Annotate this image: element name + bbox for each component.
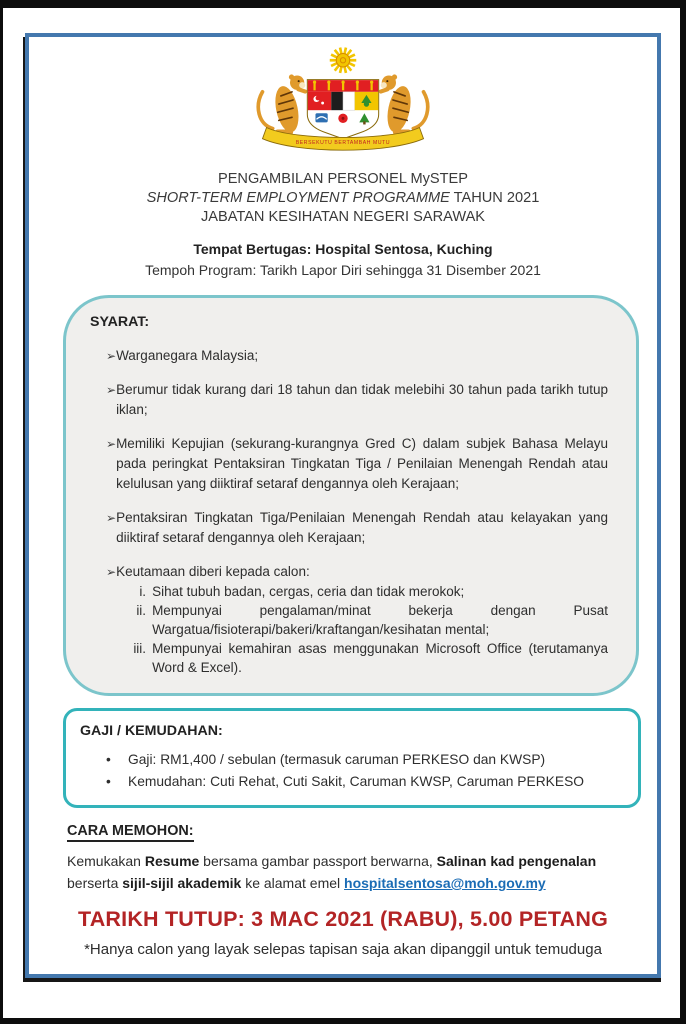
ic-copy-bold: Salinan kad pengenalan bbox=[436, 853, 597, 869]
shield-icon bbox=[307, 80, 378, 139]
roman-numeral: iii. bbox=[133, 641, 147, 656]
duty-station-line: Tempat Bertugas: Hospital Sentosa, Kuching bbox=[193, 241, 493, 257]
how-to-apply-paragraph: Kemukakan Resume bersama gambar passport berwarna, Salinan kad pengenalan berserta sijil-sijil akademik ke alamat emel hospitalsentosa@moh.gov.my bbox=[67, 853, 597, 891]
tiger-right-icon bbox=[378, 74, 427, 135]
arrow-bullet-icon: ➢ bbox=[106, 349, 117, 363]
salary-heading: GAJI / KEMUDAHAN: bbox=[80, 723, 223, 739]
requirements-list bbox=[90, 346, 608, 677]
document-page bbox=[3, 8, 680, 1018]
how-to-apply-heading: CARA MEMOHON: bbox=[67, 823, 194, 842]
header-title-block bbox=[29, 170, 657, 227]
benefits-item: • Kemudahan: Cuti Rehat, Cuti Sakit, Caruman KWSP, Caruman PERKESO bbox=[80, 771, 622, 793]
closing-date-banner: TARIKH TUTUP: 3 MAC 2021 (RABU), 5.00 PETANG bbox=[77, 907, 609, 931]
dot-bullet-icon: • bbox=[106, 752, 111, 767]
requirements-box bbox=[63, 295, 639, 696]
motto-text: BERSEKUTU BERTAMBAH MUTU bbox=[295, 139, 391, 146]
tiger-left-icon bbox=[258, 74, 307, 135]
arrow-bullet-icon: ➢ bbox=[106, 437, 117, 451]
title-line-3: JABATAN KESIHATAN NEGERI SARAWAK bbox=[200, 209, 486, 225]
arrow-bullet-icon: ➢ bbox=[106, 511, 117, 525]
application-email-link[interactable]: hospitalsentosa@moh.gov.my bbox=[344, 875, 546, 891]
sub-item: i. Sihat tubuh badan, cergas, ceria dan tidak merokok; bbox=[130, 582, 608, 601]
roman-numeral: ii. bbox=[136, 603, 147, 618]
sub-item: iii. Mempunyai kemahiran asas menggunakan Microsoft Office (terutamanya Word & Excel). bbox=[130, 639, 608, 677]
requirement-with-sublist bbox=[116, 562, 608, 677]
salary-benefits-box bbox=[63, 708, 641, 808]
program-period-line: Tempoh Program: Tarikh Lapor Diri sehingga 31 Disember 2021 bbox=[145, 262, 541, 278]
screening-footnote: *Hanya calon yang layak selepas tapisan saja akan dipanggil untuk temuduga bbox=[84, 941, 602, 958]
certificates-bold: sijil-sijil akademik bbox=[122, 875, 242, 891]
page-border-frame bbox=[25, 33, 661, 978]
emblem-container bbox=[29, 47, 657, 158]
requirement-intro: Keutamaan diberi kepada calon: bbox=[116, 564, 310, 579]
coat-of-arms bbox=[245, 47, 441, 153]
roman-numeral: i. bbox=[139, 584, 147, 599]
dot-bullet-icon: • bbox=[106, 774, 111, 789]
salary-item: • Gaji: RM1,400 / sebulan (termasuk caruman PERKESO dan KWSP) bbox=[80, 749, 622, 771]
requirement-item: ➢ Berumur tidak kurang dari 18 tahun dan tidak melebihi 30 tahun pada tarikh tutup iklan; bbox=[90, 380, 608, 420]
header-sub-block bbox=[29, 239, 657, 281]
title-line-2-italic: SHORT-TERM EMPLOYMENT PROGRAMME bbox=[146, 190, 450, 206]
resume-bold: Resume bbox=[144, 853, 200, 869]
requirement-item: ➢ Warganegara Malaysia; bbox=[90, 346, 608, 366]
title-line-2 bbox=[29, 189, 657, 208]
arrow-bullet-icon: ➢ bbox=[106, 383, 117, 397]
requirement-item: ➢ Pentaksiran Tingkatan Tiga/Penilaian Menengah Rendah atau kelayakan yang diiktiraf setaraf dengannya oleh Kerajaan; bbox=[90, 508, 608, 548]
title-line-2-rest: TAHUN 2021 bbox=[449, 190, 540, 206]
preference-sublist bbox=[130, 582, 608, 677]
requirements-heading: SYARAT: bbox=[90, 314, 150, 330]
title-line-1: PENGAMBILAN PERSONEL MySTEP bbox=[217, 171, 469, 187]
how-to-apply-section bbox=[67, 822, 633, 894]
requirement-item bbox=[90, 562, 608, 677]
arrow-bullet-icon: ➢ bbox=[106, 565, 117, 579]
sub-item: ii. Mempunyai pengalaman/minat bekerja dengan Pusat Wargatua/fisioterapi/bakeri/kraftangan/kesihatan mental; bbox=[130, 601, 608, 639]
salary-list bbox=[80, 749, 622, 793]
requirement-item: ➢ Memiliki Kepujian (sekurang-kurangnya Gred C) dalam subjek Bahasa Melayu pada peringkat Pentaksiran Tingkatan Tiga / Penilaian Menengah Rendah atau kelulusan yang diiktiraf setaraf dengannya oleh Kerajaan; bbox=[90, 434, 608, 494]
